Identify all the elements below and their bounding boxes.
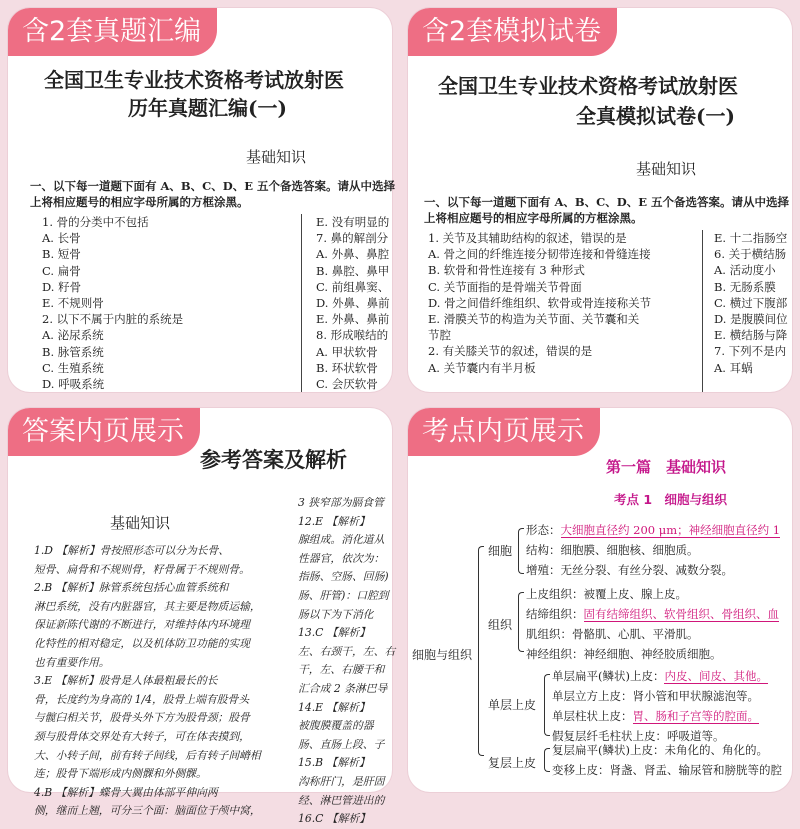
text-line: 被腹膜覆盖的器 bbox=[298, 719, 374, 733]
text-line: E. 不规则骨 bbox=[42, 296, 104, 311]
text-line: C. 横过下腹部 bbox=[714, 295, 788, 310]
paper-key-points bbox=[408, 408, 792, 792]
cell-structure: 结构：细胞膜、细胞核、细胞质。 bbox=[526, 543, 699, 557]
tissue-connective: 结缔组织：固有结缔组织、软骨组织、骨组织、血 bbox=[526, 607, 779, 621]
stratified-epithelium-bracket bbox=[544, 748, 550, 772]
text-line: A. 骨之间的纤维连接分韧带连接和骨缝连接 bbox=[428, 247, 651, 262]
text-line: 骨，长度约为身高的 1/4，股骨上端有股骨头 bbox=[34, 692, 250, 706]
text-line: B. 无肠系膜 bbox=[714, 279, 776, 294]
text-line: 与髋臼相关节，股骨头外下方为股骨颈；股骨 bbox=[34, 711, 250, 725]
text-line: D. 是腹膜间位 bbox=[714, 312, 788, 327]
text-line: A. 关节囊内有半月板 bbox=[428, 360, 536, 375]
stratified-squamous: 复层扁平(鳞状)上皮：未角化的、角化的。 bbox=[552, 743, 768, 757]
text-line: B. 短骨 bbox=[42, 247, 81, 262]
paper-title-line1: 全国卫生专业技术资格考试放射医 bbox=[438, 74, 738, 98]
panel-key-points bbox=[408, 408, 792, 792]
paper-past-exams bbox=[8, 8, 396, 392]
text-line: 肠、直肠上段、子 bbox=[298, 737, 385, 751]
text-line: 肠、肝管)：口腔到 bbox=[298, 588, 389, 602]
badge-mock-exams: 含2套模拟试卷 bbox=[408, 8, 617, 56]
text-line: C. 前组鼻窦、 bbox=[316, 279, 390, 294]
text-line: 4.B 【解析】蝶骨大翼由体部平伸向两 bbox=[34, 785, 218, 799]
answer-column-right bbox=[298, 494, 395, 829]
text-line: 3 狭窄部为膈食管 bbox=[298, 496, 384, 509]
text-line: D. 呼吸系统 bbox=[42, 377, 105, 392]
text-line: 化特性的相对稳定，以及机体防卫功能的实现 bbox=[34, 636, 250, 650]
text-line: 15.B 【解析】 bbox=[298, 756, 370, 770]
text-line: E. 没有明显的 bbox=[316, 215, 390, 229]
section-heading: 基础知识 bbox=[110, 514, 171, 532]
text-line: 指肠、空肠、回肠) bbox=[298, 570, 389, 584]
text-line: 13.C 【解析】 bbox=[298, 626, 371, 640]
text-line: 3.E 【解析】股骨是人体最粗最长的长 bbox=[34, 674, 218, 688]
text-line: 淋巴系统，没有内脏器官，其主要是物质运输， bbox=[34, 599, 261, 613]
text-line: 6. 关于横结肠 bbox=[714, 247, 787, 262]
text-line: A. 耳蜗 bbox=[714, 360, 753, 375]
instructions bbox=[424, 194, 789, 226]
text-line: 沟称肝门，是肝固 bbox=[298, 774, 385, 788]
text-line: B. 脉管系统 bbox=[42, 344, 104, 359]
pseudostratified: 假复层纤毛柱状上皮：呼吸道等。 bbox=[552, 729, 725, 743]
node-stratified-epithelium: 复层上皮 bbox=[488, 756, 537, 770]
text-line: 2. 以下不属于内脏的系统是 bbox=[42, 312, 184, 327]
section-heading: 基础知识 bbox=[636, 160, 697, 178]
text-line: C. 会厌软骨 bbox=[316, 377, 378, 392]
cell-proliferation: 增殖：无丝分裂、有丝分裂、减数分裂。 bbox=[526, 563, 733, 577]
text-line: A. 甲状软骨 bbox=[316, 344, 378, 359]
text-line: A. 长骨 bbox=[42, 231, 81, 246]
text-line: 14.E 【解析】 bbox=[298, 700, 370, 714]
text-line: 12.E 【解析】 bbox=[298, 514, 370, 528]
text-line: B. 环状软骨 bbox=[316, 360, 378, 375]
text-line: D. 骨之间借纤维组织、软骨或骨连接称关节 bbox=[428, 295, 652, 310]
text-line: 左、右颈干，左、右 bbox=[298, 644, 396, 658]
text-line: 性器官，依次为： bbox=[298, 551, 385, 565]
answer-column-left bbox=[34, 542, 261, 821]
instructions bbox=[30, 178, 395, 210]
text-line: E. 滑膜关节的构造为关节面、关节囊和关 bbox=[428, 312, 640, 327]
instructions-line1: 一、以下每一道题下面有 A、B、C、D、E 五个备选答案。请从中选择 bbox=[30, 179, 396, 193]
paper-title-line2: 全真模拟试卷(一) bbox=[576, 104, 735, 128]
node-cell: 细胞 bbox=[488, 544, 513, 558]
text-line: E. 十二指肠空 bbox=[714, 231, 788, 245]
text-line: E. 外鼻、鼻前 bbox=[316, 312, 390, 327]
text-line: 腺组成。消化道从 bbox=[298, 533, 385, 547]
paper-answers bbox=[8, 408, 396, 826]
question-column-right bbox=[316, 214, 390, 392]
badge-past-exams: 含2套真题汇编 bbox=[8, 8, 217, 56]
tissue-bracket bbox=[518, 592, 524, 652]
simple-epithelium-bracket bbox=[544, 674, 550, 736]
text-line: 肠以下为下消化 bbox=[298, 607, 374, 621]
cell-bracket bbox=[518, 528, 524, 574]
text-line: 保证新陈代谢的不断进行，对维持体内环境理 bbox=[34, 618, 250, 632]
text-line: E. 横结肠与降 bbox=[714, 328, 788, 343]
badge-answers: 答案内页展示 bbox=[8, 408, 200, 456]
text-line: 节腔 bbox=[428, 328, 451, 343]
text-line: A. 泌尿系统 bbox=[42, 328, 104, 343]
text-line: B. 鼻腔、鼻甲 bbox=[316, 263, 390, 278]
text-line: 8. 形成喉结的 bbox=[316, 328, 389, 343]
text-line: 2. 有关膝关节的叙述，错误的是 bbox=[428, 344, 593, 359]
text-line: 7. 鼻的解剖分 bbox=[316, 231, 389, 246]
text-line: 2.B 【解析】脉管系统包括心血管系统和 bbox=[34, 581, 229, 595]
key-point-title: 考点 1 细胞与组织 bbox=[614, 492, 728, 507]
question-column-left bbox=[42, 214, 183, 392]
text-line: C. 扁骨 bbox=[42, 263, 81, 278]
question-column-left bbox=[428, 230, 651, 376]
text-line: D. 外鼻、鼻前 bbox=[316, 296, 390, 311]
instructions-line2: 上将相应题号的相应字母所属的方框涂黑。 bbox=[30, 195, 249, 210]
panel-past-exams bbox=[8, 8, 396, 392]
text-line: C. 生殖系统 bbox=[42, 360, 104, 375]
text-line: D. 籽骨 bbox=[42, 279, 82, 294]
badge-key-points: 考点内页展示 bbox=[408, 408, 600, 456]
text-line: 短骨、扁骨和不规则骨，籽骨属于不规则骨。 bbox=[34, 562, 250, 576]
node-simple-epithelium: 单层上皮 bbox=[488, 698, 537, 712]
text-line: 7. 下列不是内 bbox=[714, 344, 787, 359]
simple-squamous: 单层扁平(鳞状)上皮：内皮、间皮、其他。 bbox=[552, 669, 768, 683]
text-line: 连；股骨下端形成内侧髁和外侧髁。 bbox=[34, 767, 207, 781]
text-line: B. 软骨和骨性连接有 3 种形式 bbox=[428, 263, 585, 278]
tissue-muscle: 肌组织：骨骼肌、心肌、平滑肌。 bbox=[526, 627, 699, 641]
text-line: C. 关节面指的是骨端关节骨面 bbox=[428, 279, 582, 294]
section-heading: 基础知识 bbox=[246, 148, 307, 166]
text-line: A. 外鼻、鼻腔 bbox=[316, 247, 390, 262]
text-line: 干，左、右腰干和 bbox=[298, 663, 385, 677]
column-divider bbox=[702, 230, 703, 392]
text-line: 颈与股骨体交界处有大转子，可在体表摸到， bbox=[34, 729, 250, 743]
instructions-line2: 上将相应题号的相应字母所属的方框涂黑。 bbox=[424, 211, 643, 226]
panel-answers bbox=[8, 408, 396, 826]
paper-title-line1: 全国卫生专业技术资格考试放射医 bbox=[44, 68, 344, 92]
text-line: 汇合成 2 条淋巴导 bbox=[298, 681, 388, 695]
question-column-right bbox=[714, 230, 788, 376]
node-tissue: 组织 bbox=[488, 618, 513, 632]
paper-title-line2: 历年真题汇编(一) bbox=[128, 96, 287, 120]
simple-columnar: 单层柱状上皮：胃、肠和子宫等的腔面。 bbox=[552, 709, 759, 723]
text-line: 也有重要作用。 bbox=[34, 655, 110, 669]
text-line: 1. 骨的分类中不包括 bbox=[42, 215, 149, 229]
answers-title: 参考答案及解析 bbox=[200, 447, 347, 472]
root-bracket bbox=[478, 546, 484, 756]
mindmap-root: 细胞与组织 bbox=[412, 648, 473, 662]
cell-morphology: 形态：大细胞直径约 200 μm；神经细胞直径约 1 bbox=[526, 523, 781, 537]
text-line: 经、淋巴管进出的 bbox=[298, 793, 385, 807]
transitional: 变移上皮：肾盏、肾盂、输尿管和膀胱等的腔 bbox=[552, 763, 782, 777]
tissue-nervous: 神经组织：神经细胞、神经胶质细胞。 bbox=[526, 647, 722, 661]
instructions-line1: 一、以下每一道题下面有 A、B、C、D、E 五个备选答案。请从中选择 bbox=[424, 195, 790, 209]
text-line: 大、小转子间，前有转子间线，后有转子间嵴相 bbox=[34, 748, 261, 762]
text-line: 1. 关节及其辅助结构的叙述，错误的是 bbox=[428, 231, 627, 245]
panel-mock-exams bbox=[408, 8, 792, 392]
paper-mock-exams bbox=[408, 8, 792, 392]
tissue-epithelial: 上皮组织：被覆上皮、腺上皮。 bbox=[526, 587, 687, 601]
text-line: 1.D 【解析】骨按照形态可以分为长骨、 bbox=[34, 544, 230, 557]
column-divider bbox=[301, 214, 302, 392]
chapter-title: 第一篇 基础知识 bbox=[606, 458, 727, 476]
text-line: 侧，继而上翘，可分三个面：脑面位于颅中窝， bbox=[34, 804, 261, 818]
text-line: 16.C 【解析】 bbox=[298, 812, 371, 826]
simple-cuboidal: 单层立方上皮：肾小管和甲状腺滤泡等。 bbox=[552, 689, 759, 703]
text-line: A. 活动度小 bbox=[714, 263, 776, 278]
